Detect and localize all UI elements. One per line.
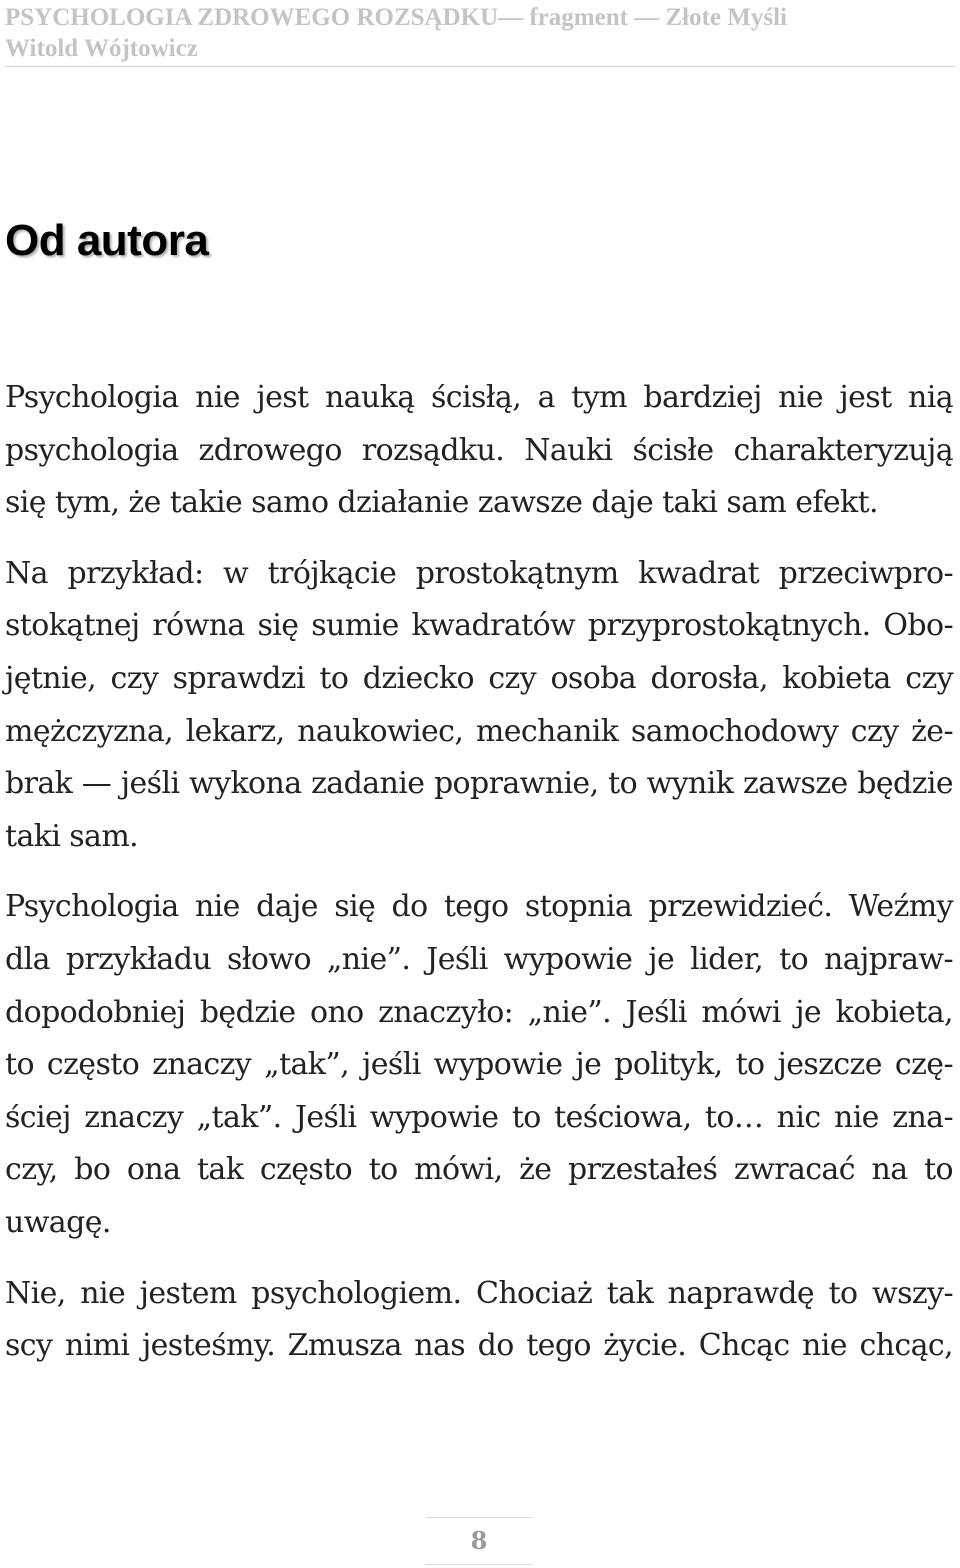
paragraph-line: Psychologia nie jest nauką ścisłą, a tym bardziej nie jest nią bbox=[5, 380, 953, 415]
paragraph-line: scy nimi jesteśmy. Zmusza nas do tego życie. Chcąc nie chcąc, bbox=[5, 1328, 953, 1364]
paragraph-line: dopodobniej będzie ono znaczyło: „nie”. Jeśli mówi je kobieta, bbox=[5, 994, 953, 1030]
paragraph-line: jętnie, czy sprawdzi to dziecko czy osoba dorosła, kobieta czy bbox=[5, 660, 953, 696]
paragraph-line: stokątnej równa się sumie kwadratów przyprostokątnych. Obo- bbox=[5, 608, 953, 644]
running-header bbox=[5, 2, 955, 67]
paragraph-line: mężczyzna, lekarz, naukowiec, mechanik samochodowy czy że- bbox=[5, 713, 953, 749]
paragraph bbox=[5, 548, 953, 864]
paragraph-line: Nie, nie jestem psychologiem. Chociaż tak naprawdę to wszy- bbox=[5, 1275, 953, 1311]
paragraph-line: to często znaczy „tak”, jeśli wypowie je polityk, to jeszcze czę- bbox=[5, 1047, 953, 1083]
paragraph bbox=[5, 372, 953, 530]
paragraph-line: taki sam. bbox=[5, 818, 139, 854]
paragraph-line: Na przykład: w trójkącie prostokątnym kwadrat przeciwpro- bbox=[5, 555, 953, 591]
paragraph-line: psychologia zdrowego rozsądku. Nauki ścisłe charakteryzują bbox=[5, 432, 953, 468]
paragraph-line: ściej znaczy „tak”. Jeśli wypowie to teściowa, to… nic nie zna- bbox=[5, 1099, 953, 1135]
paragraph-line: uwagę. bbox=[5, 1204, 111, 1240]
paragraph-line: dla przykładu słowo „nie”. Jeśli wypowie je lider, to najpraw- bbox=[5, 941, 953, 977]
paragraph-line: brak — jeśli wykona zadanie poprawnie, to wynik zawsze będzie bbox=[5, 766, 953, 802]
paragraph bbox=[5, 881, 953, 1249]
chapter-title: Od autora bbox=[5, 216, 209, 265]
body-text bbox=[5, 372, 953, 1391]
page-number: 8 bbox=[470, 1526, 488, 1555]
page-footer bbox=[426, 1517, 532, 1565]
paragraph-line: Psychologia nie daje się do tego stopnia przewidzieć. Weźmy bbox=[5, 889, 953, 925]
header-book-title: PSYCHOLOGIA ZDROWEGO ROZSĄDKU— fragment — Złote Myśli bbox=[5, 4, 787, 31]
paragraph bbox=[5, 1268, 953, 1373]
paragraph-line: czy, bo ona tak często to mówi, że przestałeś zwracać na to bbox=[5, 1152, 953, 1188]
header-author: Witold Wójtowicz bbox=[5, 35, 198, 62]
paragraph-line: się tym, że takie samo działanie zawsze daje taki sam efekt. bbox=[5, 485, 878, 521]
